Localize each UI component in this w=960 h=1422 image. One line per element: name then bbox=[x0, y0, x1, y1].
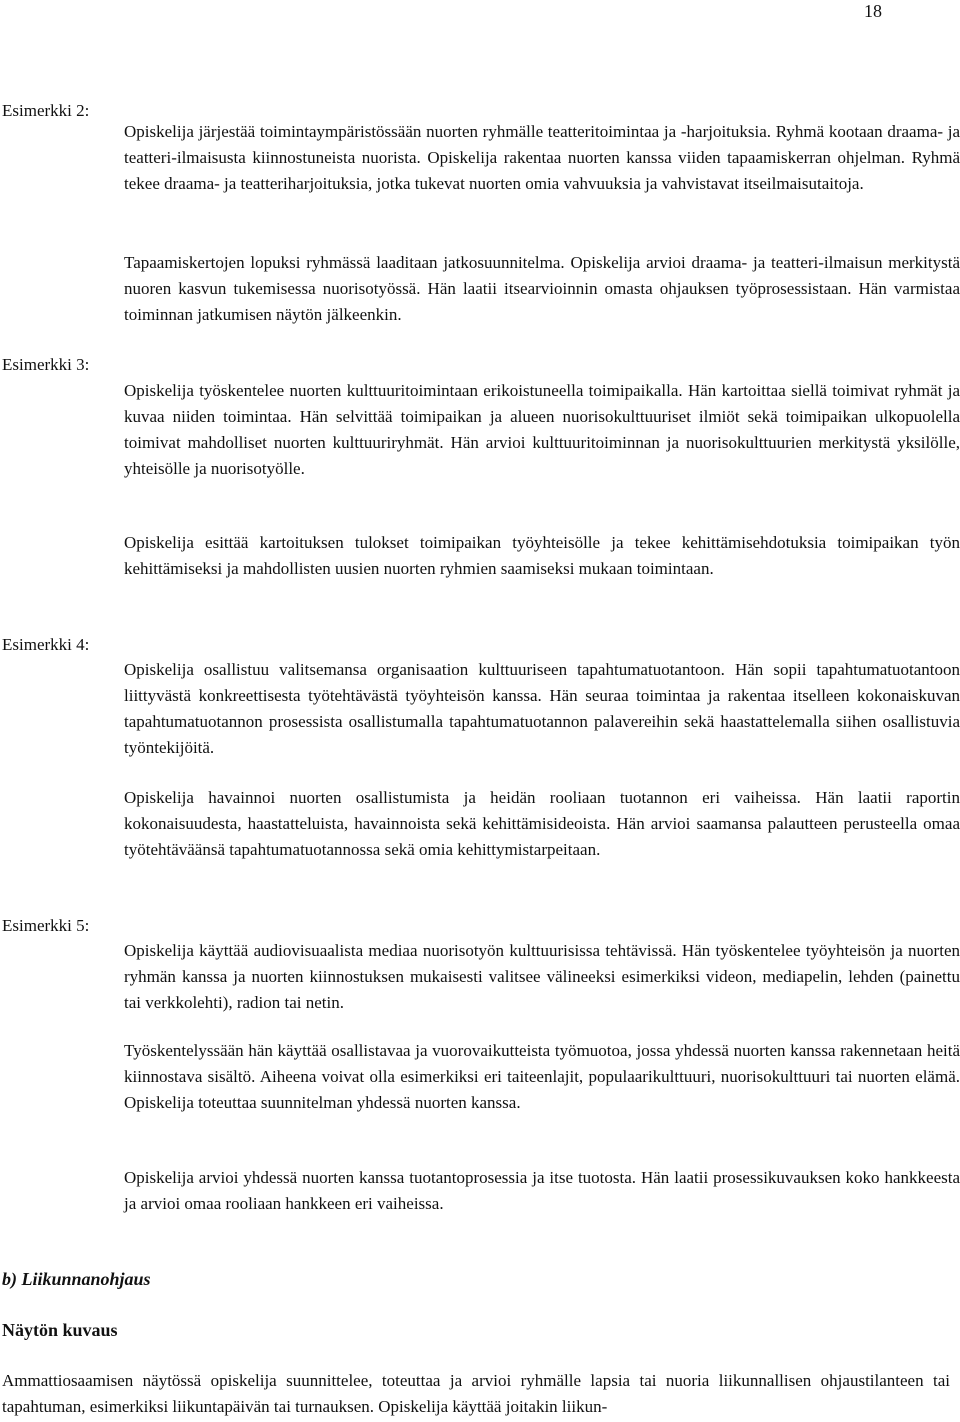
section-heading: b) Liikunnanohjaus bbox=[2, 1269, 151, 1289]
example-4-label: Esimerkki 4: bbox=[2, 635, 90, 654]
page-number: 18 bbox=[864, 1, 882, 21]
example-3-paragraph-2: Opiskelija esittää kartoituksen tulokset toimipaikan työyhteisölle ja tekee kehittämisehdotuksia toimipaikan työn kehittämiseksi ja mahdollisten uusien nuorten ryhmien saamiseksi mukaan toimintaan. bbox=[124, 533, 960, 578]
example-4-paragraph-2: Opiskelija havainnoi nuorten osallistumista ja heidän rooliaan tuotannon eri vaiheissa. Hän laatii raportin kokonaisuudesta, haastatteluista, havainnoista sekä kehittämisideoista. Hän arvioi saamansa palautteen perusteella omaa työtehtäväänsä tapahtumatuotannossa sekä omia kehittymistarpeitaan. bbox=[124, 788, 960, 859]
example-2-paragraph-2: Tapaamiskertojen lopuksi ryhmässä laaditaan jatkosuunnitelma. Opiskelija arvioi draama- ja teatteri-ilmaisun merkitystä nuoren kasvun tukemisessa nuorisotyössä. Hän laatii itsearvioinnin omasta ohjauksen työprosessistaan. Hän varmistaa toiminnan jatkumisen näytön jälkeenkin. bbox=[124, 253, 960, 324]
section-body-paragraph: Ammattiosaamisen näytössä opiskelija suunnittelee, toteuttaa ja arvioi ryhmälle lapsia tai nuoria liikunnallisen ohjaustilanteen tai tapahtuman, esimerkiksi liikuntapäivän tai turnauksen. Opiskelija käyttää joitakin liikun- bbox=[2, 1371, 950, 1416]
example-5-paragraph-2: Työskentelyssään hän käyttää osallistavaa ja vuorovaikutteista työmuotoa, jossa yhdessä nuorten kanssa rakennetaan heitä kiinnostava sisältö. Aiheena voivat olla esimerkiksi eri taiteenlajit, populaarikulttuuri, nuorisokulttuuri tai nuorten elämä. Opiskelija toteuttaa suunnitelman yhdessä nuorten kanssa. bbox=[124, 1041, 960, 1112]
section-subheading: Näytön kuvaus bbox=[2, 1320, 118, 1340]
example-3-label: Esimerkki 3: bbox=[2, 355, 90, 374]
example-5-paragraph-1: Opiskelija käyttää audiovisuaalista mediaa nuorisotyön kulttuurisissa tehtävissä. Hän työskentelee työyhteisön ja nuorten ryhmän kanssa ja nuorten kiinnostuksen mukaisesti valitsee välineeksi esimerkiksi videon, mediapelin, lehden (painettu tai verkkolehti), radion tai netin. bbox=[124, 941, 960, 1012]
example-5-paragraph-3: Opiskelija arvioi yhdessä nuorten kanssa tuotantoprosessia ja itse tuotosta. Hän laatii prosessikuvauksen koko hankkeesta ja arvioi omaa rooliaan hankkeen eri vaiheissa. bbox=[124, 1168, 960, 1213]
example-2-label: Esimerkki 2: bbox=[2, 101, 90, 120]
example-5-label: Esimerkki 5: bbox=[2, 916, 90, 935]
example-3-paragraph-1: Opiskelija työskentelee nuorten kulttuuritoimintaan erikoistuneella toimipaikalla. Hän kartoittaa siellä toimivat ryhmät ja kuvaa niiden toimintaa. Hän selvittää toimipaikan ja alueen nuorisokulttuuriset ilmiöt sekä toimipaikan ulkopuolella toimivat mahdolliset nuorten kulttuuriryhmät. Hän arvioi kulttuuritoiminnan ja nuorisokulttuurien merkitystä yksilölle, yhteisölle ja nuorisotyölle. bbox=[124, 381, 960, 478]
example-2-paragraph-1: Opiskelija järjestää toimintaympäristössään nuorten ryhmälle teatteritoimintaa ja -harjoituksia. Ryhmä kootaan draama- ja teatteri-ilmaisusta kiinnostuneista nuorista. Opiskelija rakentaa nuorten kanssa viiden tapaamiskerran ohjelman. Ryhmä tekee draama- ja teatteriharjoituksia, jotka tukevat nuorten omia vahvuuksia ja vahvistavat itseilmaisutaitoja. bbox=[124, 122, 960, 193]
example-4-paragraph-1: Opiskelija osallistuu valitsemansa organisaation kulttuuriseen tapahtumatuotantoon. Hän sopii tapahtumatuotantoon liittyvästä konkreettisesta työtehtävästä työyhteisön kanssa. Hän seuraa toimintaa ja rakentaa itselleen kokonaiskuvan tapahtumatuotannon prosessista osallistumalla tapahtumatuotannon palavereihin sekä haastattelemalla siihen osallistuvia työntekijöitä. bbox=[124, 660, 960, 757]
